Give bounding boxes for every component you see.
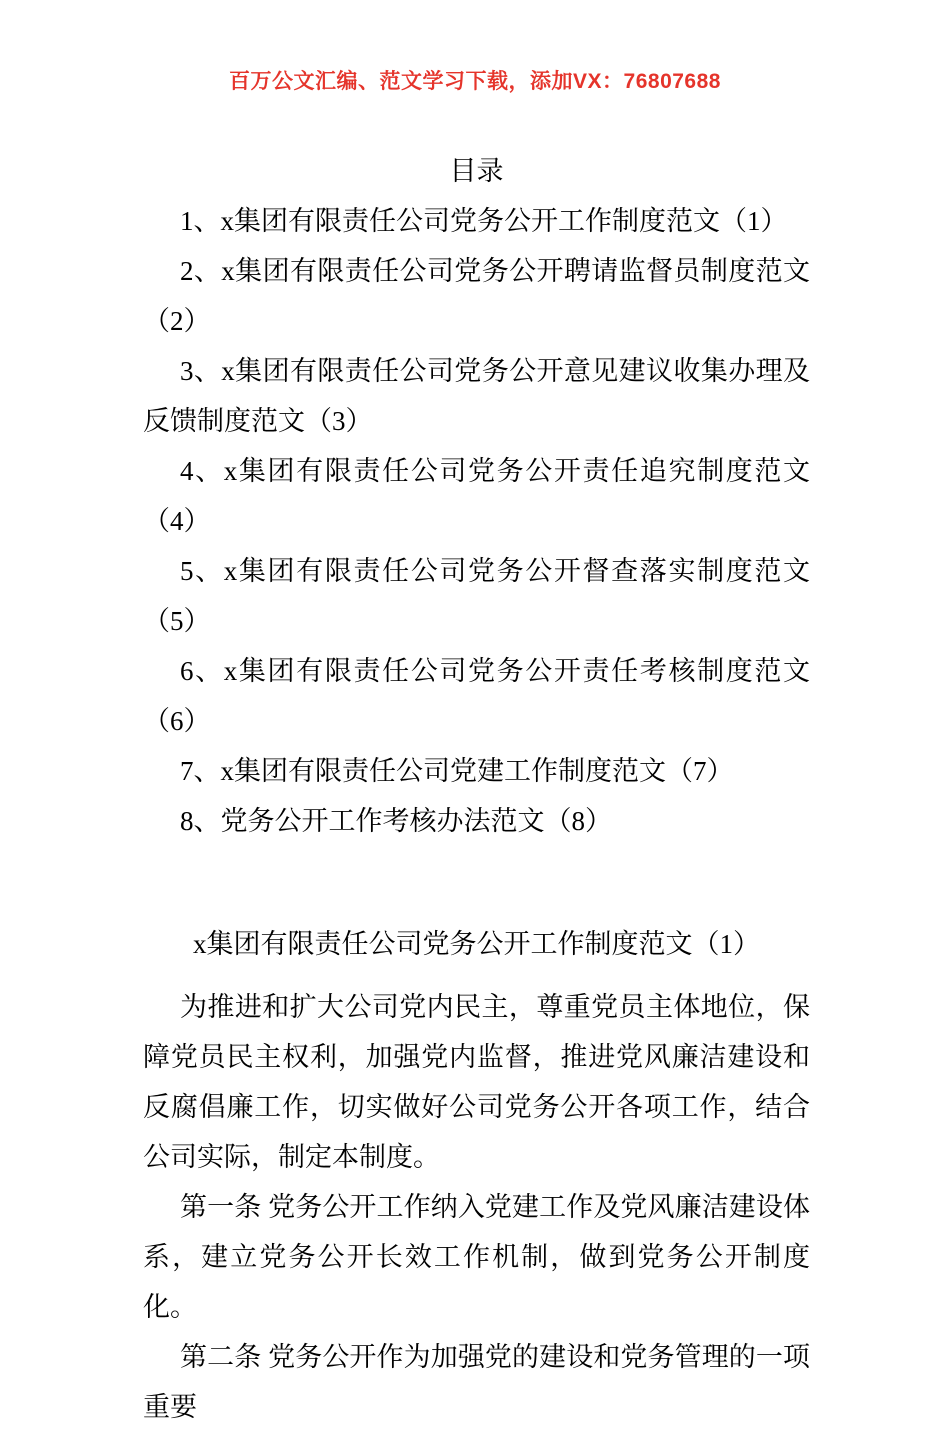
body-paragraph-1: 为推进和扩大公司党内民主，尊重党员主体地位，保障党员民主权利，加强党内监督，推进党风廉洁建设和反腐倡廉工作，切实做好公司党务公开各项工作，结合公司实际，制定本制度。	[143, 992, 810, 1172]
toc-title: 目录	[449, 156, 504, 186]
body-paragraph-3: 第二条 党务公开作为加强党的建设和党务管理的一项重要	[143, 1342, 810, 1422]
toc-item-3: 3、x集团有限责任公司党务公开意见建议收集办理及反馈制度范文（3）	[143, 356, 810, 436]
section-title: x集团有限责任公司党务公开工作制度范文（1）	[193, 929, 760, 959]
toc-item-1: 1、x集团有限责任公司党务公开工作制度范文（1）	[180, 206, 788, 236]
toc-item-2: 2、x集团有限责任公司党务公开聘请监督员制度范文（2）	[143, 256, 810, 336]
promo-banner	[0, 0, 950, 96]
promo-text: 百万公文汇编、范文学习下载，添加VX：76807688	[229, 70, 721, 93]
toc-item-8: 8、党务公开工作考核办法范文（8）	[180, 806, 612, 836]
toc-item-7: 7、x集团有限责任公司党建工作制度范文（7）	[180, 756, 734, 786]
document-body	[143, 146, 810, 1432]
toc-item-6: 6、x集团有限责任公司党务公开责任考核制度范文（6）	[143, 656, 810, 736]
toc-item-5: 5、x集团有限责任公司党务公开督查落实制度范文（5）	[143, 556, 810, 636]
toc-item-4: 4、x集团有限责任公司党务公开责任追究制度范文（4）	[143, 456, 810, 536]
body-paragraph-2: 第一条 党务公开工作纳入党建工作及党风廉洁建设体系，建立党务公开长效工作机制，做到党务公开制度化。	[143, 1192, 810, 1322]
